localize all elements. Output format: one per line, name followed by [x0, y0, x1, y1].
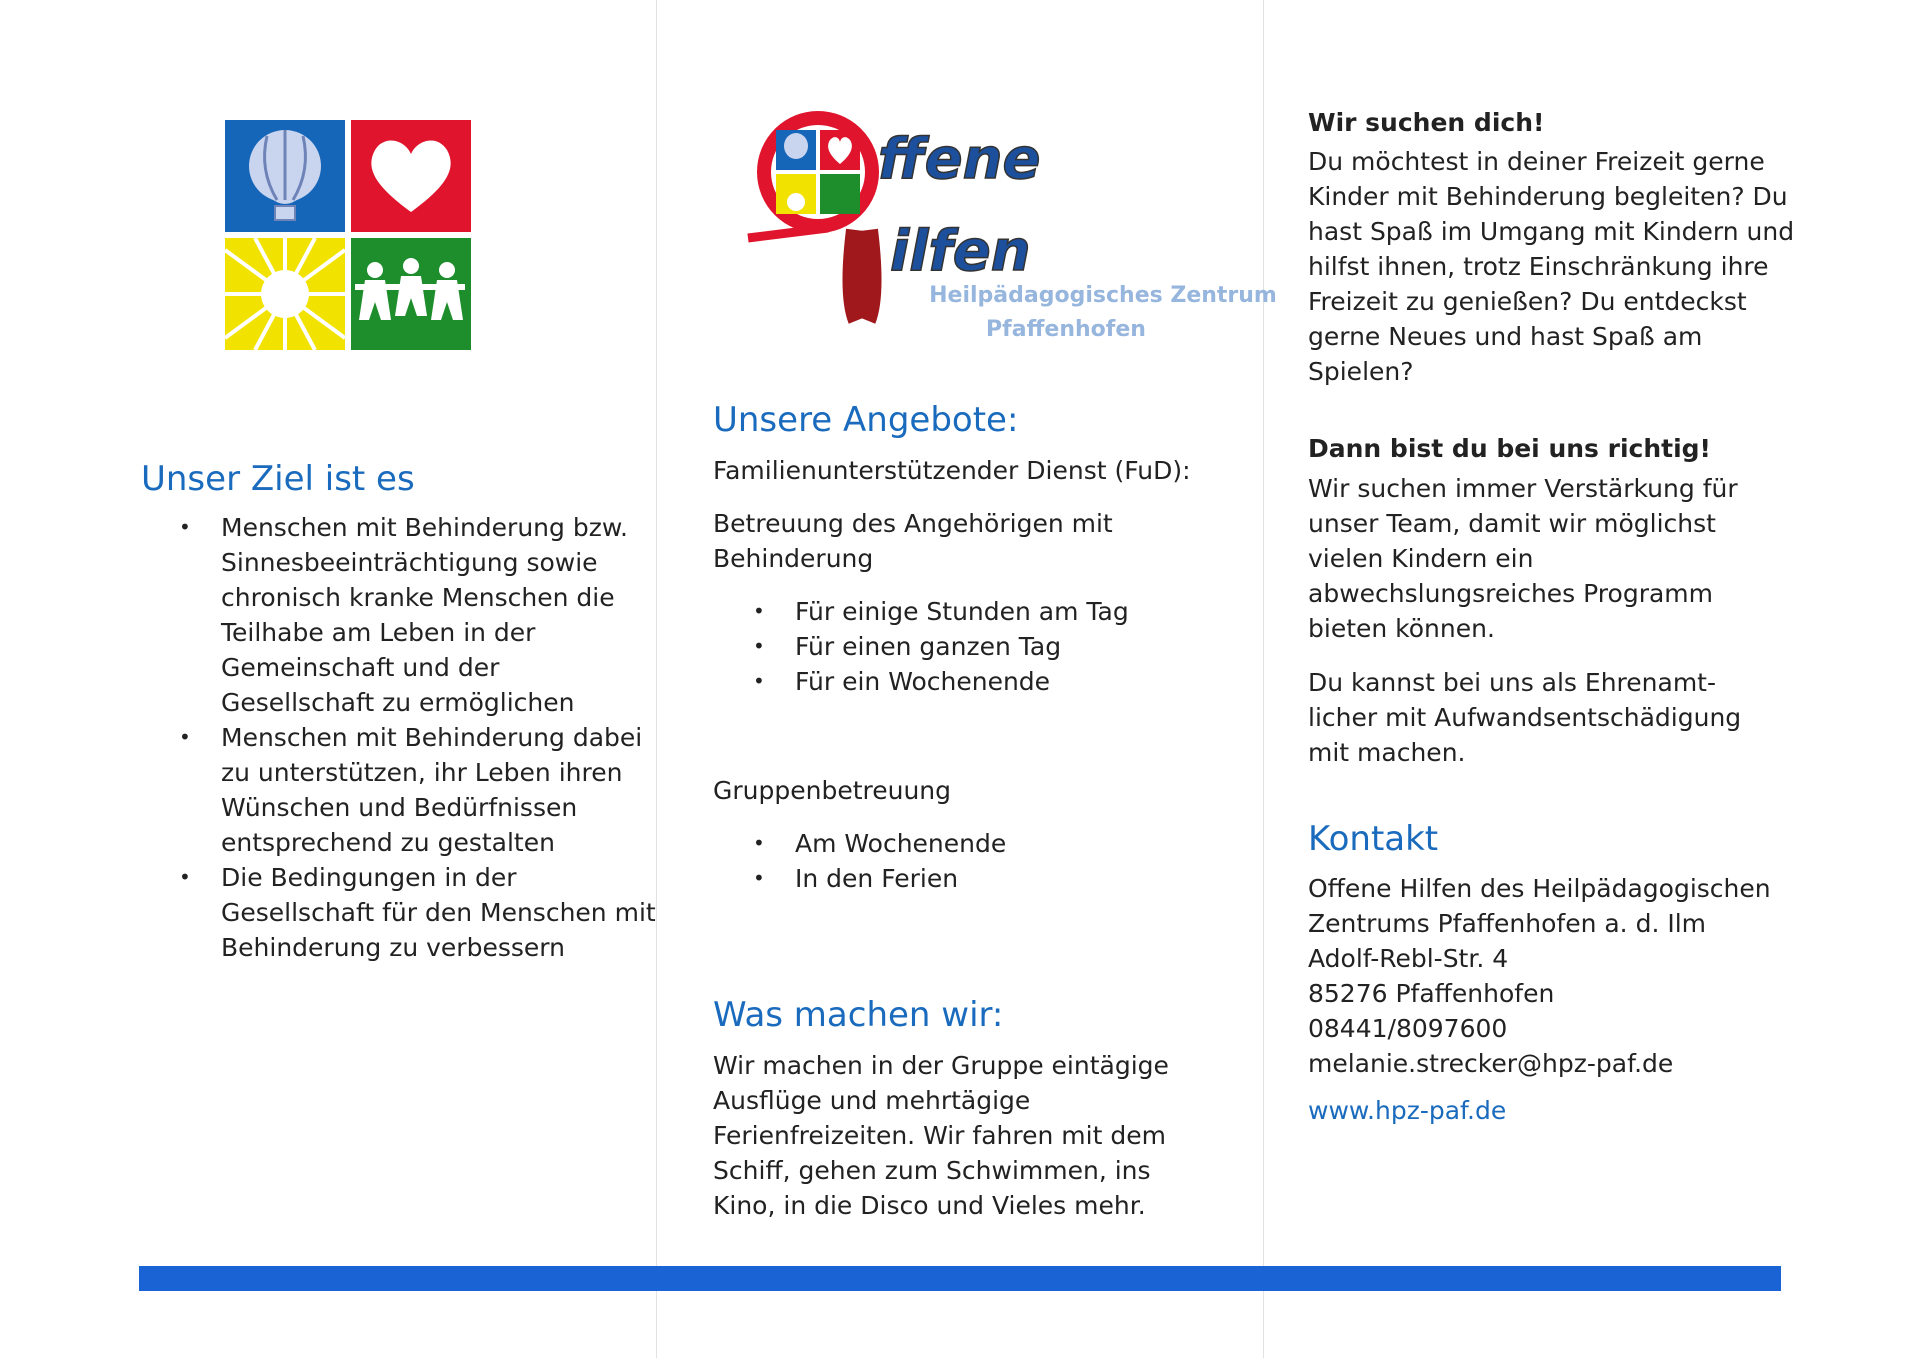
- list-item: • Die Bedingungen in der Gesellschaft für den Menschen mit Behinderung zu verbessern: [179, 863, 656, 962]
- contact-city: 85276 Pfaffenhofen: [1308, 979, 1555, 1008]
- contact-heading: Kontakt: [1308, 819, 1439, 859]
- offers-heading: Unsere Angebote:: [713, 400, 1019, 440]
- goal-item-text: Die Bedingungen in der Gesellschaft für den Menschen mit Behinderung zu verbessern: [221, 863, 656, 962]
- care-text: Betreuung des Angehörigen mit Behinderung: [713, 509, 1113, 573]
- group-item-text: Am Wochenende: [795, 829, 1007, 858]
- list-item: • Am Wochenende: [753, 829, 1007, 858]
- goal-heading: Unser Ziel ist es: [141, 459, 415, 499]
- activities-heading: Was machen wir:: [713, 995, 1004, 1035]
- contact-organization: Offene Hilfen des Heilpädagogischen: [1308, 874, 1771, 903]
- fud-label: Familienunterstützender Dienst (FuD):: [713, 456, 1191, 485]
- goal-item-text: Menschen mit Behinderung dabei zu unterstützen, ihr Leben ihren Wünschen und Bedürfnissen entsprechend zu gestalten: [221, 723, 643, 857]
- group-label: Gruppenbetreuung: [713, 776, 952, 805]
- logo-subtitle-2: Pfaffenhofen: [986, 317, 1146, 342]
- care-item-text: Für einen ganzen Tag: [795, 632, 1062, 661]
- right-title: Dann bist du bei uns richtig!: [1308, 434, 1711, 463]
- care-item-text: Für einige Stunden am Tag: [795, 597, 1129, 626]
- offene-hilfen-logo: [748, 110, 1277, 350]
- care-list: [713, 594, 1233, 699]
- right-text: Wir suchen immer Verstärkung für unser Team, damit wir möglichst vielen Kindern ein abwechslungsreiches Programm bieten können.: [1308, 474, 1738, 643]
- list-item: • Menschen mit Behinderung dabei zu unterstützen, ihr Leben ihren Wünschen und Bedürfnissen entsprechend zu gestalten: [179, 723, 643, 857]
- organization-logo: [225, 120, 471, 350]
- volunteer-text: Du kannst bei uns als Ehrenamt-licher mit Aufwandsentschädigung mit machen.: [1308, 668, 1742, 767]
- goal-list: [139, 510, 659, 965]
- fold-line-right: [1263, 0, 1264, 1358]
- list-item: • Menschen mit Behinderung bzw. Sinnesbeeinträchtigung sowie chronisch kranke Menschen die Teilhabe am Leben in der Gemeinschaft und der Gesellschaft zu ermöglichen: [179, 513, 628, 717]
- contact-organization-2: Zentrums Pfaffenhofen a. d. Ilm: [1308, 909, 1707, 938]
- goal-item-text: Menschen mit Behinderung bzw. Sinnesbeeinträchtigung sowie chronisch kranke Menschen die Teilhabe am Leben in der Gemeinschaft und der Gesellschaft zu ermöglichen: [221, 513, 628, 717]
- search-title: Wir suchen dich!: [1308, 108, 1545, 137]
- list-item: • In den Ferien: [753, 864, 959, 893]
- activities-text: Wir machen in der Gruppe eintägige Ausflüge und mehrtägige Ferienfreizeiten. Wir fahren mit dem Schiff, gehen zum Schwimmen, ins Kino, in die Disco und Vieles mehr.: [713, 1051, 1169, 1220]
- search-text: Du möchtest in deiner Freizeit gerne Kinder mit Behinderung begleiten? Du hast Spaß im Umgang mit Kindern und hilfst ihnen, trotz Einschränkung ihre Freizeit zu genießen? Du entdeckst gerne Neues und hast Spaß am Spielen?: [1308, 147, 1795, 386]
- contact-phone[interactable]: 08441/8097600: [1308, 1014, 1508, 1043]
- group-list: [713, 826, 1233, 896]
- logo-word-hilfen: ilfen: [890, 219, 1031, 284]
- care-item-text: Für ein Wochenende: [795, 667, 1051, 696]
- contact-street: Adolf-Rebl-Str. 4: [1308, 944, 1509, 973]
- list-item: • Für einen ganzen Tag: [753, 632, 1062, 661]
- list-item: • Für ein Wochenende: [753, 667, 1051, 696]
- contact-block: [1308, 871, 1808, 1081]
- footer-bar: [139, 1266, 1781, 1291]
- logo-subtitle-1: Heilpädagogisches Zentrum: [929, 283, 1277, 308]
- website-link[interactable]: www.hpz-paf.de: [1308, 1096, 1507, 1125]
- contact-email[interactable]: melanie.strecker@hpz-paf.de: [1308, 1049, 1674, 1078]
- list-item: • Für einige Stunden am Tag: [753, 597, 1129, 626]
- logo-word-offene: ffene: [878, 127, 1041, 192]
- group-item-text: In den Ferien: [795, 864, 959, 893]
